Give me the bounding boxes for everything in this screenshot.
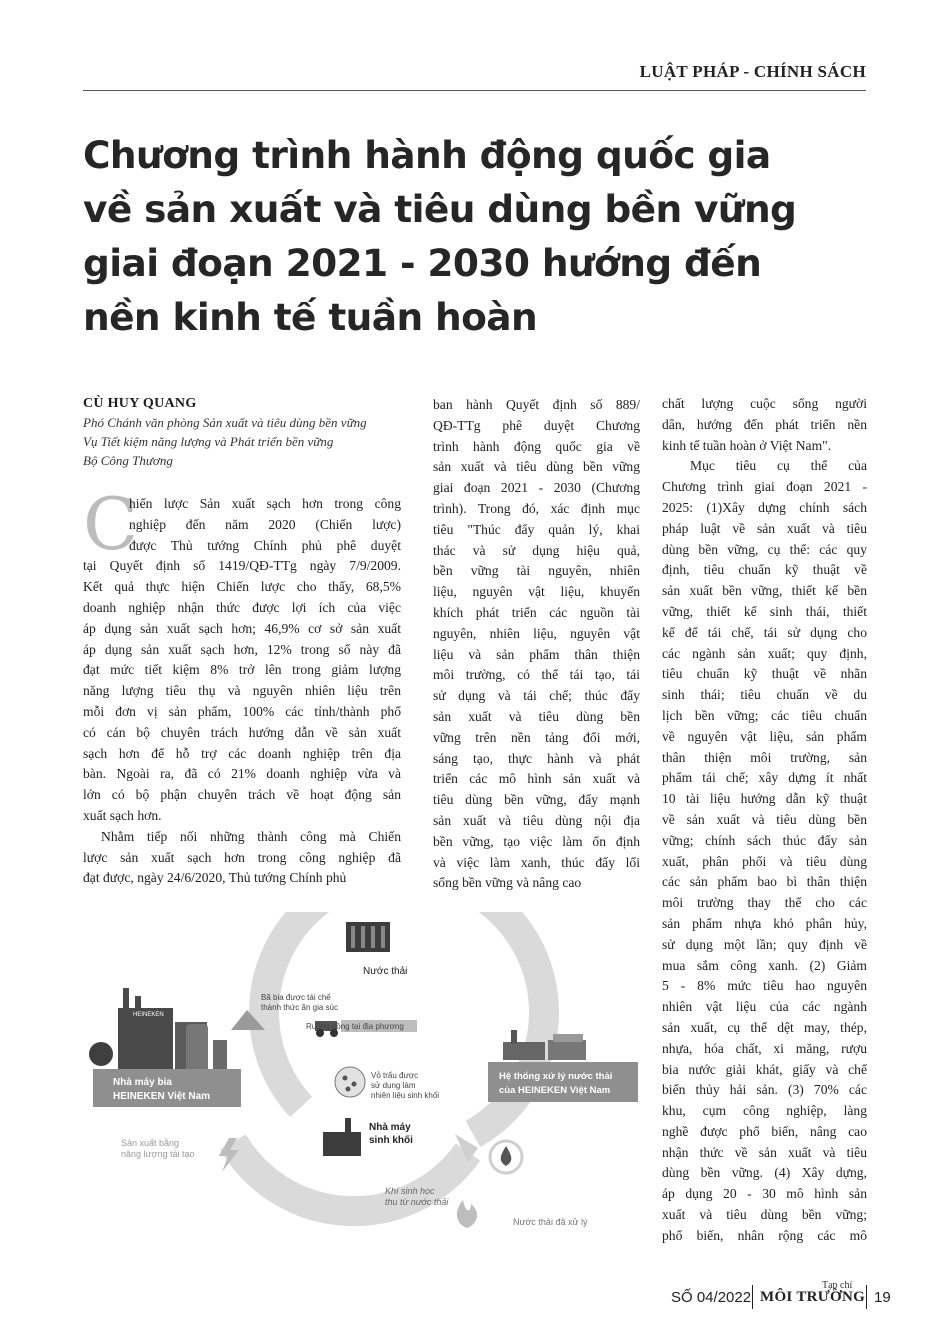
- text-line: đạt được, ngày 24/6/2020, Thủ tướng Chính phủ: [83, 870, 347, 886]
- text-line: Chương trình giai đoạn 2021 -: [662, 479, 867, 495]
- label-brewery-line: Nhà máy bia: [113, 1077, 172, 1088]
- text-line: ban hành Quyết định số 889/: [433, 397, 640, 412]
- text-line: đạt mức tiết kiệm 8% trở lên trong giảm lượng: [83, 662, 401, 678]
- text-line: bia nước giải khát, giấy và chế: [662, 1061, 867, 1077]
- author-name: CÙ HUY QUANG: [83, 396, 197, 411]
- text-line: sản xuất và tiêu dùng nội địa: [433, 812, 640, 828]
- text-line: phẩm tái chế; xây dựng ít nhất: [662, 770, 867, 786]
- text-line: bền vững tài nguyên, nhiên: [433, 563, 640, 579]
- text-line: định, tiêu chuẩn kỹ thuật về: [662, 562, 867, 578]
- text-line: nghiệp đến năm 2020 (Chiến lược): [129, 516, 401, 532]
- text-line: mỗi đơn vị sản phẩm, 100% các tỉnh/thành phố: [83, 703, 401, 719]
- text-line: Nhằm tiếp nối những thành công mà Chiến: [101, 828, 401, 844]
- title-line: Chương trình hành động quốc gia: [83, 133, 771, 177]
- text-line: áp dụng sản xuất sạch hơn; 46,9% cơ sở sản xuất: [83, 620, 401, 636]
- text-line: về nguyên vật liệu, sản phẩm: [662, 728, 867, 744]
- label-spent-grain-line: thành thức ăn gia súc: [261, 1003, 338, 1012]
- label-spent-grain-line: Bã bia được tái chế: [261, 993, 331, 1002]
- author-affiliation: Phó Chánh văn phòng Sản xuất và tiêu dùng bền vững: [83, 415, 367, 430]
- body-column-1: [83, 494, 401, 889]
- text-line: sạch hơn để hỗ trợ các doanh nghiệp trên địa: [83, 745, 401, 761]
- text-line: nguyên, nhiên liệu, nguyên vật: [433, 625, 640, 641]
- label-treatment-line: của HEINEKEN Việt Nam: [499, 1085, 611, 1096]
- text-line: khích phát triển các nguồn tài: [433, 604, 640, 620]
- text-line: triển các mô hình sản xuất và: [433, 771, 640, 787]
- title-line: nền kinh tế tuần hoàn: [83, 295, 538, 339]
- body-column-2: [433, 395, 640, 894]
- text-line: liệu, nguyên vật liệu, khuyến: [433, 584, 640, 600]
- text-line: khu, cụm công nghiệp, làng: [662, 1103, 867, 1119]
- title-line: giai đoạn 2021 - 2030 hướng đến: [83, 241, 762, 285]
- page-number: 19: [874, 1289, 891, 1306]
- label-renewable: [121, 1138, 194, 1159]
- text-line: 2025: (1)Xây dựng chính sách: [662, 499, 867, 515]
- text-line: dùng bền vững, cụ thể: các quy: [662, 541, 867, 557]
- text-line: sinh thái; tiêu chuẩn về du: [662, 687, 867, 703]
- label-renewable-line: năng lượng tái tạo: [121, 1149, 195, 1159]
- text-line: kinh tế tuần hoàn ở Việt Nam".: [662, 437, 832, 453]
- text-line: được Thủ tướng Chính phủ phê duyệt: [129, 537, 401, 553]
- rice-husk-grain: [352, 1082, 357, 1087]
- label-rice-husk-line: sử dụng làm: [371, 1081, 416, 1090]
- text-line: tiêu "Thúc đẩy quản lý, khai: [433, 521, 640, 537]
- label-biogas-line: Khí sinh học: [385, 1186, 435, 1196]
- text-line: môi trường thay thế cho các: [662, 895, 867, 911]
- text-line: trình hành động quốc gia về: [433, 438, 640, 454]
- text-line: xuất và tiêu dùng bền vững;: [662, 1207, 867, 1223]
- label-brewery-line: HEINEKEN Việt Nam: [113, 1091, 211, 1102]
- text-line: bàn. Ngoài ra, đã có 21% doanh nghiệp vừa và: [83, 766, 401, 782]
- text-line: sản xuất bền vững, thiết kế bền: [662, 583, 867, 599]
- flame-icon: [457, 1200, 477, 1228]
- label-biomass-plant-line: sinh khối: [369, 1135, 413, 1146]
- text-line: giai đoạn 2021 - 2030 (Chương: [433, 480, 640, 496]
- text-line: sản xuất và tiêu dùng bền vững: [433, 459, 640, 475]
- text-line: thác và sử dụng hiệu quả,: [433, 542, 640, 558]
- label-rice-husk-line: nhiên liệu sinh khối: [371, 1091, 440, 1100]
- text-line: vững; chính sách thúc đẩy sản: [662, 832, 867, 848]
- footer-issue: SỐ 04/2022: [671, 1289, 752, 1306]
- text-line: sản xuất và tiêu dùng bền: [433, 708, 640, 724]
- heineken-sign: HEINEKEN: [133, 1012, 164, 1018]
- text-line: biến thủy hải sản. (3) 70% các: [662, 1082, 867, 1098]
- text-line: 5 - 8% mức tiêu hao nguyên: [662, 978, 867, 994]
- title-line: về sản xuất và tiêu dùng bền vững: [83, 187, 797, 231]
- text-line: về sản xuất và tiêu dùng bền: [662, 811, 867, 827]
- circular-economy-figure: [83, 912, 641, 1242]
- text-line: dân, hướng đến phát triển nền: [662, 416, 867, 432]
- text-line: tiêu dùng bền vững, đẩy mạnh: [433, 792, 640, 808]
- text-line: năng lượng tiêu thụ và nguyên nhiên liệu trên: [83, 683, 401, 699]
- wastewater-building-icon: [346, 922, 390, 952]
- text-line: có cán bộ chuyên trách hướng dẫn về sản xuất: [83, 724, 401, 740]
- article-title: [83, 128, 803, 344]
- text-line: áp dụng 20 - 30 mô hình sản: [662, 1186, 867, 1202]
- text-line: nhựa, hóa chất, xi măng, rượu: [662, 1040, 867, 1056]
- text-line: các ngành sản xuất; quy định,: [662, 645, 867, 661]
- text-line: sử dụng và tái chế; thúc đẩy: [433, 688, 640, 704]
- footer-separator: [866, 1285, 867, 1309]
- text-line: lược sản xuất sạch hơn trong công nghiệp đã: [83, 849, 401, 865]
- drop-cap: C: [83, 482, 139, 566]
- footer-magazine-name: MÔI TRƯỜNG: [760, 1289, 866, 1305]
- label-local-fields: Ruộng đồng tại địa phương: [306, 1022, 404, 1031]
- text-line: lớn có bộ phận chuyên trách về hoạt động sản: [83, 787, 401, 803]
- label-biomass-plant: [369, 1122, 413, 1146]
- text-line: pháp luật về sản xuất và tiêu: [662, 520, 867, 536]
- author-affiliation: Bộ Công Thương: [83, 453, 173, 468]
- label-biogas-line: thu từ nước thải: [385, 1197, 449, 1207]
- label-treated-water: Nước thải đã xử lý: [513, 1217, 588, 1227]
- text-line: bền vững, tạo việc làm ổn định: [433, 833, 640, 849]
- text-line: nhận thức về sản xuất và tiêu: [662, 1144, 867, 1160]
- body-column-3: [662, 394, 867, 1247]
- text-line: xuất, phân phối và tiêu dùng: [662, 853, 867, 869]
- text-line: trình). Trong đó, xác định mục: [433, 500, 640, 516]
- label-biomass-plant-line: Nhà máy: [369, 1122, 411, 1133]
- text-line: vững, thiết kế sinh thái, thiết: [662, 603, 867, 619]
- biomass-plant-icon: [323, 1118, 361, 1156]
- text-line: sáng tạo, thực hành và phát: [433, 750, 640, 766]
- rice-husk-grain: [346, 1087, 351, 1092]
- text-line: liệu và sản phẩm thân thiện: [433, 646, 640, 662]
- footer-separator: [752, 1285, 753, 1309]
- treatment-label-box: [488, 1062, 638, 1102]
- text-line: xuất sạch hơn.: [83, 807, 162, 823]
- text-line: tại Quyết định số 1419/QĐ-TTg ngày 7/9/2009.: [83, 558, 401, 574]
- text-line: dùng bền vững. (4) Xây dựng,: [662, 1165, 867, 1181]
- text-line: sống bền vững và nâng cao: [433, 875, 582, 891]
- label-wastewater: Nước thải: [363, 966, 408, 977]
- text-line: chất lượng cuộc sống người: [662, 396, 867, 411]
- text-line: Mục tiêu cụ thể của: [690, 458, 867, 474]
- label-treatment-line: Hệ thống xử lý nước thải: [499, 1071, 613, 1082]
- rice-husk-grain: [343, 1076, 348, 1081]
- text-line: môi trường, có thể tái tạo, tái: [433, 667, 640, 683]
- text-line: doanh nghiệp nhận thức được lợi ích của việc: [83, 599, 401, 615]
- text-line: 10 tài liệu hướng dẫn kỹ thuật: [662, 791, 867, 807]
- author-affiliation: Vụ Tiết kiệm năng lượng và Phát triển bền vững: [83, 434, 334, 449]
- text-line: Kết quả thực hiện Chiến lược cho thấy, 68,5%: [83, 579, 401, 595]
- rice-husk-icon: [335, 1067, 365, 1097]
- text-line: sản phẩm nhựa khó phân hủy,: [662, 915, 867, 931]
- text-line: kế để tái chế, tái sử dụng cho: [662, 624, 867, 640]
- text-line: tiêu chuẩn kỹ thuật về nhãn: [662, 666, 867, 682]
- text-line: nghề được phổ biến, nâng cao: [662, 1123, 867, 1139]
- label-rice-husk: [371, 1071, 439, 1100]
- label-rice-husk-line: Vỏ trấu được: [371, 1071, 419, 1080]
- text-line: áp dụng sản xuất sạch hơn, 12% trong số này đã: [83, 641, 401, 657]
- text-line: thân thiện môi trường, sản: [662, 749, 867, 765]
- label-spent-grain: [261, 993, 338, 1012]
- section-label: LUẬT PHÁP - CHÍNH SÁCH: [639, 62, 866, 81]
- text-line: sản xuất, cụ thể dệt may, thép,: [662, 1019, 867, 1035]
- text-line: phổ biến, nhân rộng các mô: [662, 1227, 867, 1243]
- text-line: lịch bền vững; các tiêu chuẩn: [662, 707, 867, 723]
- text-line: mua sắm công xanh. (2) Giảm: [662, 957, 867, 973]
- text-line: và việc làm xanh, thúc đẩy lối: [433, 854, 640, 870]
- section-rule: [83, 90, 866, 91]
- text-line: các sản phẩm bao bì thân thiện: [662, 874, 867, 890]
- footer-magazine-prefix: Tạp chí: [822, 1280, 853, 1291]
- text-line: vững trên nền tảng đổi mới,: [433, 729, 640, 745]
- label-renewable-line: Sản xuất bằng: [121, 1138, 180, 1148]
- text-line: nhiên vật liệu của các ngành: [662, 999, 867, 1015]
- text-line: sử dụng một lần; quy định về: [662, 936, 867, 952]
- brewery-factory-icon: [89, 988, 227, 1072]
- text-line: QĐ-TTg phê duyệt Chương: [433, 417, 640, 433]
- text-line: hiến lược Sản xuất sạch hơn trong công: [129, 496, 401, 511]
